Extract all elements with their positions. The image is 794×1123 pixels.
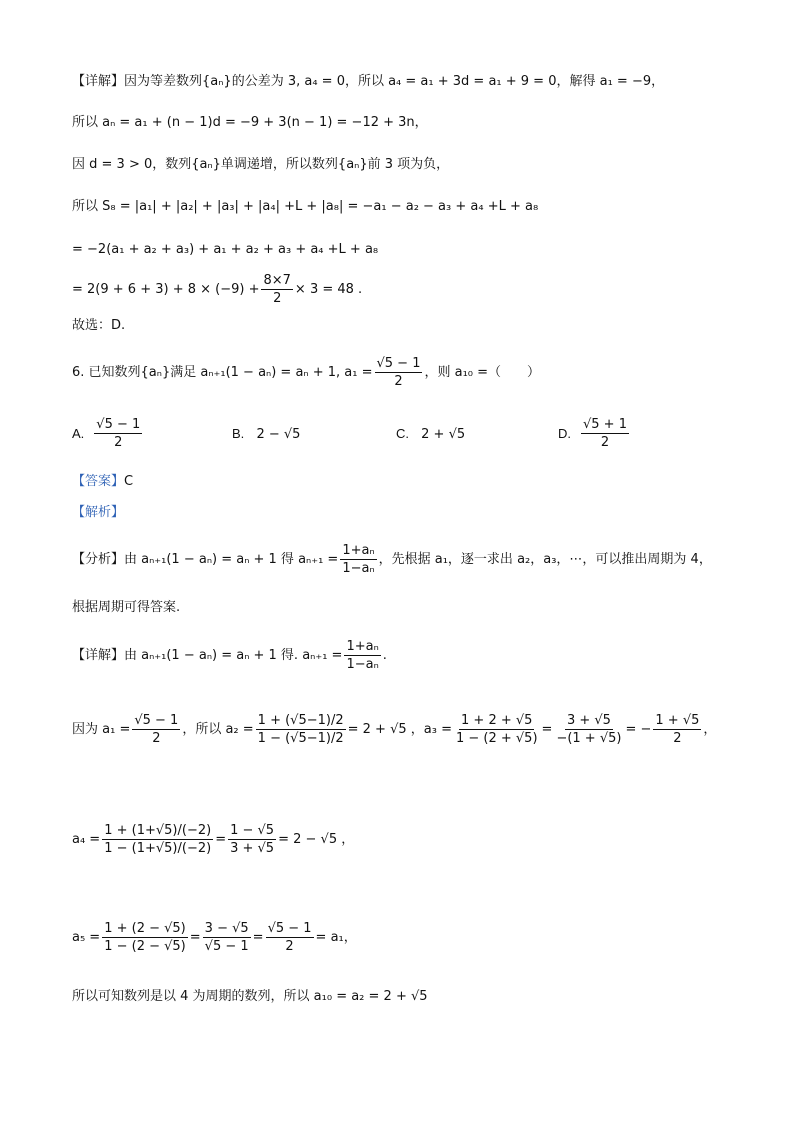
question-6-text-end: ，则 a₁₀ =（ ）: [424, 364, 541, 380]
fraction-denominator: 1 − (2 + √5): [455, 731, 538, 746]
fraction-numerator: √5 − 1: [267, 921, 312, 936]
fraction-a2-complex: [256, 712, 346, 747]
fraction-numerator: 1 − √5: [230, 823, 275, 838]
conclusion-line: 故选：D.: [72, 318, 126, 333]
fraction-a5-step2: [203, 920, 251, 955]
a2-prefix: 因为 a₁ =: [72, 721, 131, 737]
a5-line: [72, 920, 357, 955]
option-a: [72, 416, 144, 451]
fraction-numerator: 1+aₙ: [342, 543, 375, 558]
a3-eq2: = −: [625, 721, 652, 737]
fraction-recurrence: [340, 542, 376, 577]
fraction-denominator: −(1 + √5): [556, 731, 622, 746]
fraction-numerator: 1 + (√5−1)/2: [257, 713, 344, 728]
fraction-a5-step3: [266, 920, 314, 955]
a5-eq1: =: [189, 929, 201, 945]
analysis-hint-end: ，先根据 a₁，逐一求出 a₂，a₃，⋯，可以推出周期为 4，: [378, 551, 712, 567]
a5-eq2: =: [252, 929, 264, 945]
option-b-value: 2 − √5: [256, 427, 301, 442]
option-a-label: A.: [72, 426, 85, 441]
analysis-tag: 【解析】: [72, 505, 125, 520]
fraction-denominator: 1 − (1+√5)/(−2): [104, 841, 212, 856]
a3-end: ，: [703, 721, 717, 737]
fraction-denominator: 2: [273, 291, 282, 306]
a4-end: = 2 − √5 ，: [278, 831, 355, 847]
option-d-label: D.: [558, 426, 571, 441]
analysis-hint-line-2: 根据周期可得答案.: [72, 600, 181, 615]
fraction-numerator: √5 + 1: [583, 417, 627, 432]
fraction-numerator: √5 − 1: [134, 713, 179, 728]
a2-equals: = 2 + √5 ，a₃ =: [347, 721, 452, 737]
fraction-numerator: 1 + (1+√5)/(−2): [104, 823, 212, 838]
fraction-numerator: 8×7: [263, 273, 291, 288]
fraction-a3-step2: [554, 712, 623, 747]
a4-eq1: =: [215, 831, 227, 847]
option-d: [558, 416, 631, 451]
fraction-numerator: 3 − √5: [204, 921, 249, 936]
fraction-recurrence-detail: [344, 638, 380, 673]
detail-recurrence-line: [72, 638, 387, 673]
final-conclusion-line: 所以可知数列是以 4 为周期的数列，所以 a₁₀ = a₂ = 2 + √5: [72, 989, 428, 1004]
a5-end: = a₁，: [315, 929, 357, 945]
fraction-a4-step2: [228, 822, 276, 857]
fraction-denominator: 2: [673, 731, 682, 746]
detail-line-6: [72, 272, 362, 307]
fraction-denominator: 1 − (2 − √5): [104, 939, 186, 954]
fraction-8x7-over-2: [261, 272, 292, 307]
fraction-numerator: 3 + √5: [566, 713, 611, 728]
fraction-numerator: 1+aₙ: [346, 639, 379, 654]
fraction-denominator: 1−aₙ: [342, 561, 375, 576]
detail-recurrence-end: .: [382, 647, 387, 663]
fraction-denominator: 2: [600, 435, 610, 450]
answer-line: [72, 472, 133, 492]
a3-eq1: =: [541, 721, 553, 737]
detail-line-3: 因 d = 3 > 0，数列{aₙ}单调递增，所以数列{aₙ}前 3 项为负，: [72, 157, 450, 172]
option-d-fraction: [581, 416, 629, 451]
option-c: [396, 426, 465, 442]
answer-value: C: [124, 474, 134, 489]
answer-tag: 【答案】: [72, 474, 125, 489]
option-b: [232, 426, 300, 442]
option-a-fraction: [94, 416, 142, 451]
option-c-value: 2 + √5: [421, 427, 466, 442]
fraction-numerator: √5 − 1: [96, 417, 141, 432]
fraction-a4-step1: [102, 822, 213, 857]
option-b-label: B.: [232, 426, 245, 441]
option-c-label: C.: [396, 426, 409, 441]
fraction-numerator: 1 + 2 + √5: [461, 713, 533, 728]
fraction-a1-value: [132, 712, 180, 747]
detail-line-6-end: × 3 = 48 .: [294, 281, 363, 297]
fraction-denominator: 2: [394, 374, 403, 389]
fraction-denominator: 2: [285, 939, 294, 954]
a4-prefix: a₄ =: [72, 831, 101, 847]
fraction-a1: [375, 355, 423, 390]
analysis-hint-line: [72, 542, 712, 577]
fraction-denominator: 1 − (√5−1)/2: [257, 731, 344, 746]
detail-line-1: 【详解】因为等差数列{aₙ}的公差为 3, a₄ = 0，所以 a₄ = a₁ + 3d = a₁ + 9 = 0，解得 a₁ = −9，: [72, 74, 665, 89]
a2-a3-line: [72, 712, 716, 747]
fraction-a3-step1: [454, 712, 540, 747]
fraction-numerator: 1 + √5: [655, 713, 700, 728]
fraction-numerator: √5 − 1: [376, 356, 421, 371]
detail-line-5: = −2(a₁ + a₂ + a₃) + a₁ + a₂ + a₃ + a₄ +L + a₈: [72, 242, 379, 257]
analysis-line: [72, 503, 124, 523]
fraction-a5-step1: [102, 920, 188, 955]
fraction-denominator: 2: [114, 435, 123, 450]
fraction-denominator: √5 − 1: [204, 939, 249, 954]
detail-line-4: 所以 S₈ = |a₁| + |a₂| + |a₃| + |a₄| +L + |a₈| = −a₁ − a₂ − a₃ + a₄ +L + a₈: [72, 199, 539, 214]
fraction-numerator: 1 + (2 − √5): [104, 921, 186, 936]
fraction-denominator: 2: [152, 731, 161, 746]
analysis-hint-start: 【分析】由 aₙ₊₁(1 − aₙ) = aₙ + 1 得 aₙ₊₁ =: [72, 551, 339, 567]
fraction-a3-step3: [653, 712, 701, 747]
question-6-stem: [72, 355, 540, 390]
fraction-denominator: 3 + √5: [230, 841, 275, 856]
detail-recurrence-start: 【详解】由 aₙ₊₁(1 − aₙ) = aₙ + 1 得. aₙ₊₁ =: [72, 647, 343, 663]
a2-mid: ，所以 a₂ =: [182, 721, 254, 737]
a4-line: [72, 822, 354, 857]
detail-line-6-start: = 2(9 + 6 + 3) + 8 × (−9) +: [72, 281, 260, 297]
question-6-text-start: 6. 已知数列{aₙ}满足 aₙ₊₁(1 − aₙ) = aₙ + 1, a₁ =: [72, 364, 373, 380]
fraction-denominator: 1−aₙ: [346, 657, 379, 672]
a5-prefix: a₅ =: [72, 929, 101, 945]
detail-line-2: 所以 aₙ = a₁ + (n − 1)d = −9 + 3(n − 1) = −12 + 3n，: [72, 115, 428, 130]
